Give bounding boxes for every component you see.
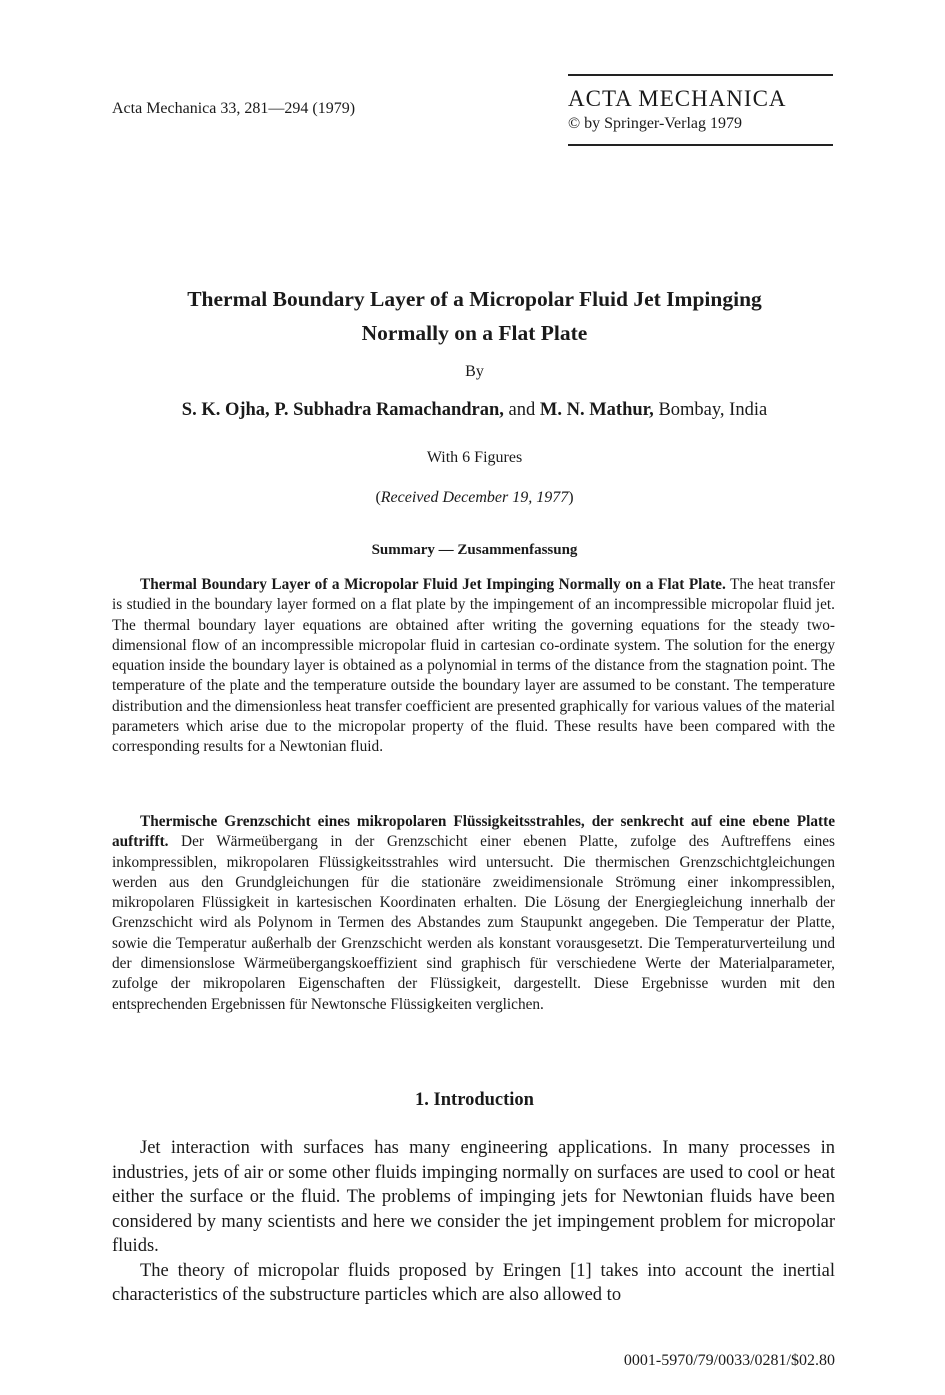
received-close-paren: ) (568, 489, 574, 506)
masthead-bottom-rule (568, 144, 833, 146)
author-1: S. K. Ojha, (181, 400, 270, 420)
journal-citation: Acta Mechanica 33, 281—294 (1979) (112, 100, 356, 117)
title-line-2: Normally on a Flat Plate (361, 321, 588, 345)
introduction-body (112, 1136, 835, 1308)
footer-code: 0001-5970/79/0033/0281/$02.80 (623, 1352, 835, 1369)
abstract-german (112, 812, 835, 1015)
copyright-notice: © by Springer-Verlag 1979 (568, 115, 743, 132)
received-date (112, 489, 837, 507)
masthead-top-rule (568, 74, 833, 76)
abstract-english (112, 575, 835, 758)
journal-masthead (568, 74, 833, 146)
abstract-english-text: The heat transfer is studied in the boundary layer formed on a flat plate by the impingement of an incompressible micropolar fluid jet. The thermal boundary layer equations are obtained after writing the governing equations for the steady two-dimensional flow of an incompressible micropolar fluid in cartesian co-ordinate system. The solution for the energy equation inside the boundary layer is obtained as a polynomial in terms of the distance from the stagnation point. The temperature of the plate and the temperature outside the boundary layer are assumed to be constant. The temperature distribution and the dimensionless heat transfer coefficient are presented graphically for various values of the material parameters which arise due to the micropolar property of the fluid. These results have been compared with the corresponding results for a Newtonian fluid. (112, 576, 835, 756)
title-line-1: Thermal Boundary Layer of a Micropolar Fluid Jet Impinging (187, 287, 762, 311)
section-heading-introduction: 1. Introduction (415, 1090, 534, 1110)
introduction-paragraph-2: The theory of micropolar fluids proposed by Eringen [1] takes into account the inertial characteristics of the substructure particles which are also allowed to (112, 1260, 835, 1305)
author-conjunction: and (508, 400, 536, 420)
received-open-paren: ( (375, 489, 381, 506)
by-label: By (465, 363, 484, 380)
abstract-german-lead: Thermische Grenzschicht eines mikropolaren Flüssigkeitsstrahles, der senkrecht auf eine ebene Platte auftrifft. (112, 813, 835, 851)
author-list (112, 400, 837, 421)
summary-heading: Summary — Zusammenfassung (371, 542, 578, 558)
author-3: M. N. Mathur, (539, 400, 654, 420)
abstract-english-lead: Thermal Boundary Layer of a Micropolar Fluid Jet Impinging Normally on a Flat Plate. (140, 576, 726, 593)
author-2: P. Subhadra Ramachandran, (274, 400, 504, 420)
article-title (112, 282, 837, 350)
abstract-german-text: Der Wärmeübergang in der Grenzschicht einer ebenen Platte, zufolge des Auftreffens eines inkompressiblen, mikropolaren Flüssigkeitsstrahles wird untersucht. Die thermischen Grenzschichtgleichungen werden aus den Grundgleichungen für die stationäre zweidimensionale Strömung einer inkompressiblen, mikropolaren Flüssigkeit in kartesischen Koordinaten erhalten. Die Lösung der Energiegleichung innerhalb der Grenzschicht wird als Polynom in Termen des Abstandes zum Staupunkt angegeben. Die Temperatur der Platte, sowie die Temperatur außerhalb der Grenzschicht werden als konstant vorausgesetzt. Die Temperaturverteilung und der dimensionslose Wärmeübergangskoeffizient sind graphisch für verschiedene Werte der Materialparameter, zufolge der mikropolaren Eigenschaften der Flüssigkeit, dargestellt. Diese Ergebnisse wurden mit den entsprechenden Ergebnissen für Newtonsche Flüssigkeiten verglichen. (112, 833, 835, 1013)
received-text: Received December 19, 1977 (380, 489, 569, 506)
introduction-paragraph-1: Jet interaction with surfaces has many engineering applications. In many processes in industries, jets of air or some other fluids impinging normally on surfaces are used to cool or heat either the surface or the fluid. The problems of impinging jets for Newtonian fluids have been considered by many scientists and here we consider the jet impingement problem for micropolar fluids. (112, 1138, 835, 1256)
figures-note: With 6 Figures (426, 449, 523, 466)
journal-name: ACTA MECHANICA (568, 86, 787, 111)
author-location: Bombay, India (658, 400, 768, 420)
